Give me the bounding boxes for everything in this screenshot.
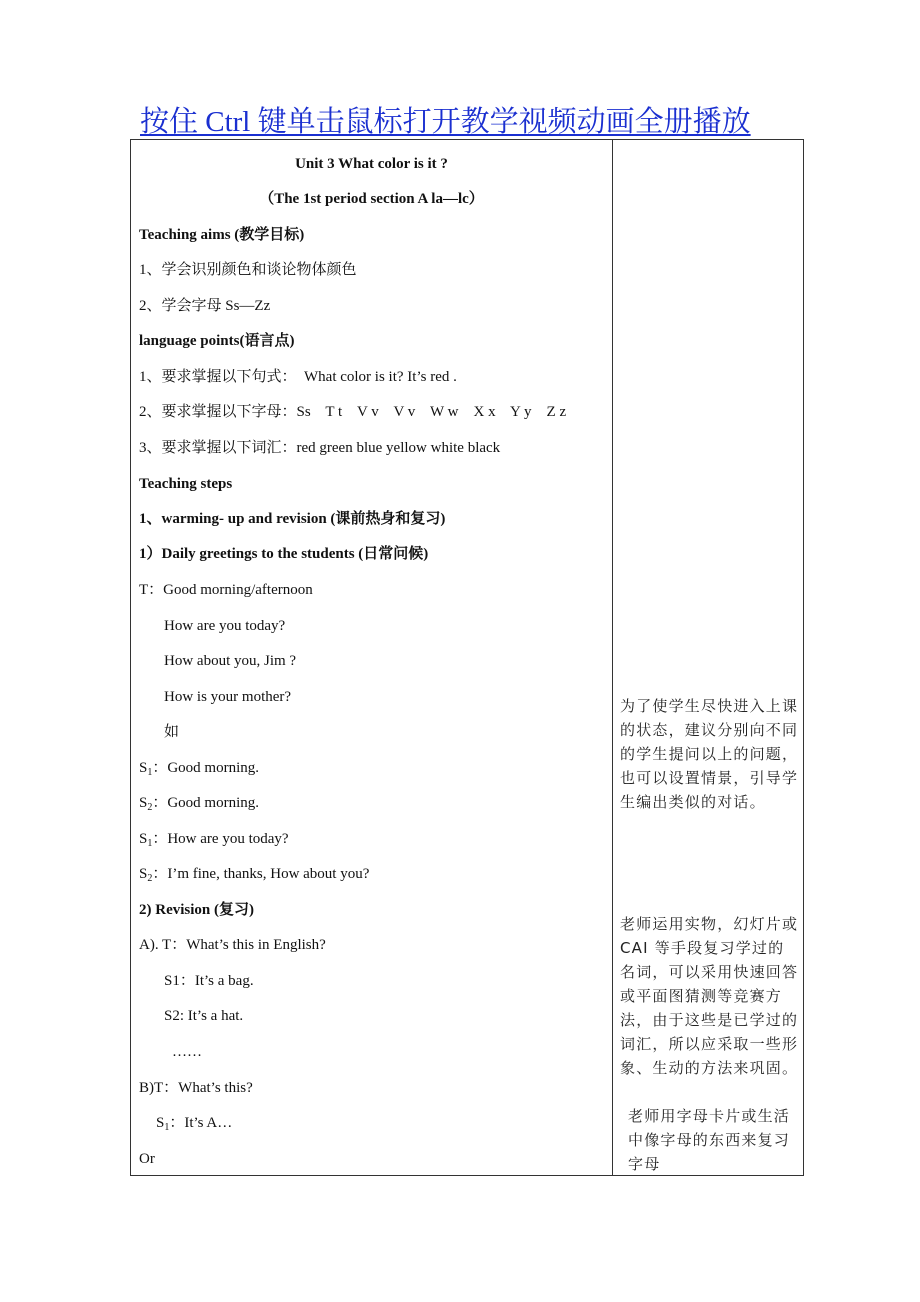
teacher-question: How about you, Jim ? (164, 653, 297, 669)
or-text: Or (139, 1151, 155, 1167)
dialogue-line: $S_1$：Good morning. (139, 760, 260, 778)
language-point-item: 3、要求掌握以下词汇：red green blue yellow white black (139, 440, 501, 456)
lesson-plan-table (130, 139, 804, 1176)
revision-a-answer: S2: It’s a hat. (164, 1008, 244, 1024)
teacher-question: How are you today? (164, 618, 286, 634)
teaching-aims-heading: Teaching aims (教学目标) (139, 227, 305, 243)
column-divider (612, 140, 613, 1175)
dialogue-line: $S_2$：I’m fine, thanks, How about you? (139, 866, 370, 884)
example-label: 如 (164, 724, 180, 740)
teaching-steps-heading: Teaching steps (139, 476, 233, 492)
teacher-question: How is your mother? (164, 689, 292, 705)
lesson-title: Unit 3 What color is it ? (295, 156, 448, 172)
ellipsis: …… (172, 1044, 202, 1060)
teaching-note-letters: 老师用字母卡片或生活中像字母的东西来复习字母 (628, 1107, 791, 1173)
language-points-heading: language points(语言点) (139, 333, 295, 349)
dialogue-line: $S_2$：Good morning. (139, 795, 260, 813)
daily-greetings-heading: 1）Daily greetings to the students (日常问候) (139, 546, 429, 562)
video-playback-link[interactable]: 按住 Ctrl 键单击鼠标打开教学视频动画全册播放 (140, 106, 751, 138)
teaching-note-greetings: 为了使学生尽快进入上课的状态，建议分别向不同的学生提问以上的问题，也可以设置情景，引导学生编出类似的对话。 (620, 697, 799, 811)
revision-a-question: A). T：What’s this in English? (139, 937, 326, 953)
aim-item: 1、学会识别颜色和谈论物体颜色 (139, 262, 357, 278)
language-point-item: 2、要求掌握以下字母：Ss T t V v V v W w X x Y y Z z (139, 404, 567, 420)
revision-heading: 2) Revision (复习) (139, 902, 254, 918)
step1-heading: 1、warming- up and revision (课前热身和复习) (139, 511, 446, 527)
revision-b-question: B)T：What’s this? (139, 1080, 253, 1096)
revision-a-answer: S1：It’s a bag. (164, 973, 254, 989)
teaching-note-revision: 老师运用实物，幻灯片或CAI 等手段复习学过的名词，可以采用快速回答或平面图猜测等竞赛方法，由于这些是已学过的词汇，所以应采取一些形象、生动的方法来巩固。 (620, 915, 799, 1077)
teacher-greeting: T：Good morning/afternoon (139, 582, 313, 598)
lesson-subtitle: （The 1st period section A la—lc） (259, 191, 484, 207)
revision-b-answer: $S_1$：It’s A… (156, 1115, 233, 1133)
aim-item: 2、学会字母 Ss—Zz (139, 298, 271, 314)
dialogue-line: $S_1$：How are you today? (139, 831, 289, 849)
language-point-item: 1、要求掌握以下句式： What color is it? It’s red . (139, 369, 457, 385)
